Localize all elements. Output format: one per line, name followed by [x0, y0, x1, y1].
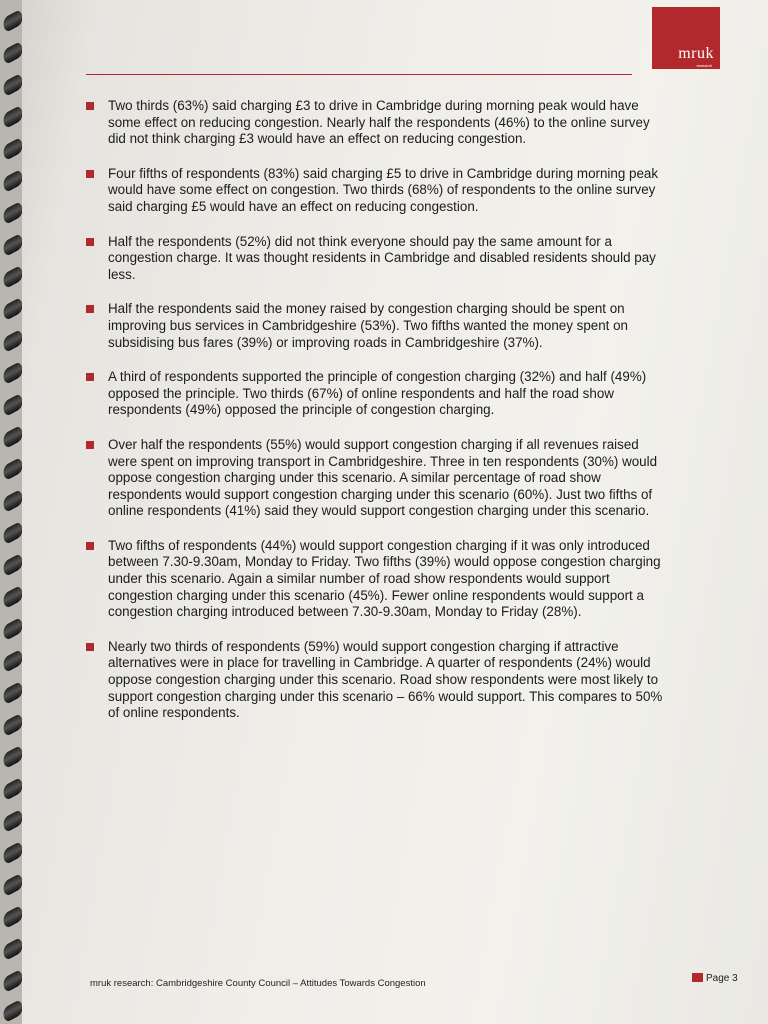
bullet-text: A third of respondents supported the principle of congestion charging (32%) and half (49%) opposed the principle. Two thirds (67%) of online respondents and half the road show respondents (49%) opposed the principle of congestion charging. — [108, 369, 647, 418]
page-number-text: Page 3 — [706, 973, 738, 984]
list-item — [86, 437, 666, 520]
bullet-text: Over half the respondents (55%) would support congestion charging if all revenues raised were spent on improving transport in Cambridgeshire. Three in ten respondents (30%) would oppose congestion charging under this scenario. A similar percentage of road show respondents would support congestion charging under this scenario (60%). Just two fifths of online respondents (41%) said they would support congestion charging under this scenario. — [108, 436, 658, 519]
header-rule — [86, 74, 632, 75]
bullet-text: Two fifths of respondents (44%) would support congestion charging if it was only introduced between 7.30-9.30am, Monday to Friday. Two fifths (39%) would oppose congestion charging under this scenario. Again a similar number of road show respondents would support congestion charging under this scenario (45%). Fewer online respondents would support a congestion charging introduced between 7.30-9.30am, Monday to Friday (28%). — [108, 537, 661, 620]
list-item — [86, 639, 666, 722]
bullet-square-icon — [86, 170, 94, 178]
bullet-square-icon — [86, 542, 94, 550]
bullet-text: Nearly two thirds of respondents (59%) would support congestion charging if attractive alternatives were in place for travelling in Cambridge. A quarter of respondents (24%) would oppose congestion charging under this scenario. Road show respondents were most likely to support congestion charging under this scenario – 66% would support. This compares to 50% of online respondents. — [108, 638, 663, 721]
bullet-square-icon — [86, 643, 94, 651]
logo-subtitle: research — [696, 63, 712, 68]
list-item — [86, 369, 666, 419]
bullet-square-icon — [86, 441, 94, 449]
bullet-square-icon — [86, 238, 94, 246]
mruk-logo — [652, 7, 720, 69]
bullet-text: Four fifths of respondents (83%) said charging £5 to drive in Cambridge during morning peak would have some effect on congestion. Two thirds (68%) of respondents to the online survey said charging £5 would have an effect on reducing congestion. — [108, 165, 659, 214]
page-footer: mruk research: Cambridgeshire County Council – Attitudes Towards Congestion — [90, 978, 426, 989]
list-item — [86, 98, 666, 148]
list-item — [86, 234, 666, 284]
list-item — [86, 538, 666, 621]
list-item — [86, 166, 666, 216]
bullet-text: Half the respondents (52%) did not think everyone should pay the same amount for a congestion charge. It was thought residents in Cambridge and disabled residents should pay less. — [108, 233, 656, 282]
bullet-square-icon — [86, 373, 94, 381]
bullet-text: Two thirds (63%) said charging £3 to drive in Cambridge during morning peak would have some effect on reducing congestion. Nearly half the respondents (46%) to the online survey did not think charging £3 would have an effect on reducing congestion. — [108, 98, 650, 147]
page-number — [692, 973, 738, 984]
bullet-list — [86, 98, 666, 740]
bullet-square-icon — [86, 305, 94, 313]
logo-name: mruk — [678, 45, 714, 62]
bullet-square-icon — [86, 102, 94, 110]
page-marker-icon — [692, 973, 703, 982]
list-item — [86, 301, 666, 351]
bullet-text: Half the respondents said the money raised by congestion charging should be spent on improving bus services in Cambridgeshire (53%). Two fifths wanted the money spent on subsidising bus fares (39%) or improving roads in Cambridgeshire (37%). — [108, 301, 629, 350]
